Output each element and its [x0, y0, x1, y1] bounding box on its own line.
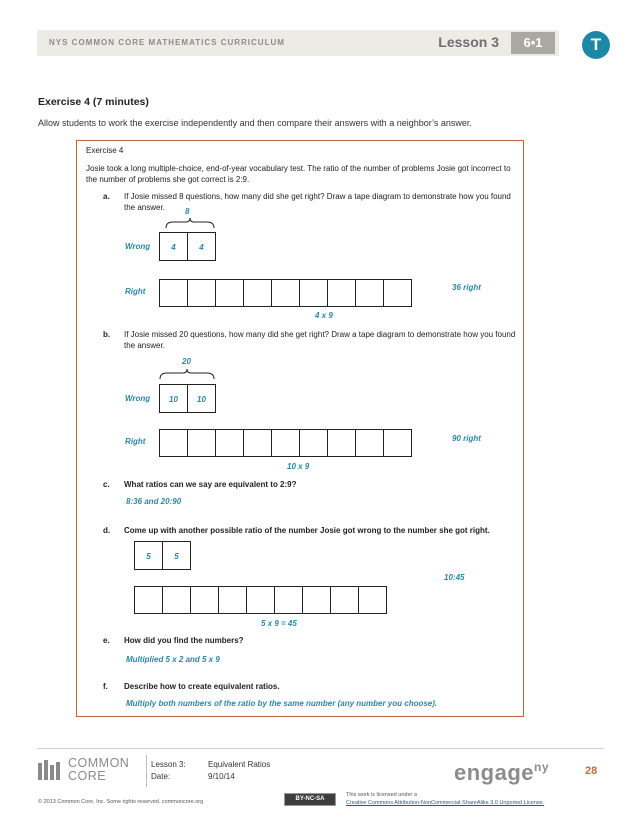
part-d-right-tape-cell: [274, 586, 303, 614]
teacher-badge-icon: T: [582, 31, 610, 59]
part-a-wrong-tape-cell: 4: [159, 232, 188, 261]
part-e-question: How did you find the numbers?: [124, 636, 244, 645]
part-a-right-tape-cell: [327, 279, 356, 307]
part-c-letter: c.: [103, 480, 110, 489]
part-d-right-tape-cell: [302, 586, 331, 614]
part-a-brace: [165, 218, 215, 230]
exercise-prompt-line1: Josie took a long multiple-choice, end-of-year vocabulary test. The ratio of the number of problems Josie got incorrect to: [86, 164, 511, 173]
part-d-wrong-tape-cell: 5: [162, 541, 191, 570]
part-f-letter: f.: [103, 682, 108, 691]
part-b-wrong-tape-cell: 10: [187, 384, 216, 413]
part-d-note: 5 x 9 = 45: [261, 619, 297, 628]
part-a-answer: 36 right: [452, 283, 481, 292]
part-b-right-tape-cell: [159, 429, 188, 457]
header-bar: [37, 30, 559, 56]
license-text: This work is licensed under a: [346, 792, 417, 798]
part-d-question: Come up with another possible ratio of the number Josie got wrong to the number she got right.: [124, 526, 490, 535]
exercise-prompt-line2: the number of problems she got correct is 2:9.: [86, 175, 250, 184]
part-a-right-tape-cell: [299, 279, 328, 307]
part-d-right-tape-cell: [190, 586, 219, 614]
exercise-instructions: Allow students to work the exercise independently and then compare their answers with a neighbor’s answer.: [38, 118, 472, 128]
part-a-right-tape-cell: [159, 279, 188, 307]
part-f-question: Describe how to create equivalent ratios.: [124, 682, 280, 691]
part-e-answer: Multiplied 5 x 2 and 5 x 9: [126, 655, 220, 664]
footer-rule: [37, 748, 604, 749]
part-a-letter: a.: [103, 192, 110, 201]
part-a-wrong-tape-cell: 4: [187, 232, 216, 261]
part-b-right-tape-cell: [243, 429, 272, 457]
part-a-wrong-label: Wrong: [125, 242, 151, 251]
part-d-right-tape-cell: [246, 586, 275, 614]
part-a-brace-value: 8: [185, 207, 190, 216]
part-a-question-line1: If Josie missed 8 questions, how many did she get right? Draw a tape diagram to demonstrate how you found: [124, 192, 511, 201]
part-b-right-tape-cell: [215, 429, 244, 457]
part-b-brace-value: 20: [182, 357, 191, 366]
part-c-answer: 8:36 and 20:90: [126, 497, 182, 506]
footer-lesson-label: Lesson 3:: [151, 760, 186, 769]
lesson-number: Lesson 3: [438, 34, 499, 50]
license-link[interactable]: Creative Commons Attribution-NonCommercial-ShareAlike 3.0 Unported License.: [346, 800, 545, 806]
engageny-logo: engage$^{ny}$: [454, 760, 550, 785]
part-b-right-tape-cell: [187, 429, 216, 457]
part-d-right-tape-cell: [162, 586, 191, 614]
exercise-box: [76, 140, 524, 717]
part-d-wrong-tape-cell: 5: [134, 541, 163, 570]
part-a-note: 4 x 9: [315, 311, 333, 320]
part-b-question-line2: the answer.: [124, 341, 165, 350]
part-b-right-tape-cell: [383, 429, 412, 457]
part-d-right-tape-cell: [218, 586, 247, 614]
creative-commons-badge: BY-NC-SA: [284, 793, 336, 806]
copyright-text: © 2013 Common Core, Inc. Some rights reserved. commoncore.org: [38, 799, 204, 805]
part-a-right-tape-cell: [355, 279, 384, 307]
part-b-right-tape-cell: [327, 429, 356, 457]
part-d-right-tape-cell: [134, 586, 163, 614]
footer-lesson-value: Equivalent Ratios: [208, 760, 271, 769]
part-b-wrong-label: Wrong: [125, 394, 151, 403]
exercise-box-title: Exercise 4: [86, 146, 124, 155]
part-d-answer: 10:45: [444, 573, 465, 582]
part-e-letter: e.: [103, 636, 110, 645]
part-a-question-line2: the answer.: [124, 203, 165, 212]
footer-date-label: Date:: [151, 772, 171, 781]
part-b-brace: [159, 369, 215, 381]
part-a-right-tape-cell: [187, 279, 216, 307]
part-d-letter: d.: [103, 526, 111, 535]
part-a-right-tape-cell: [383, 279, 412, 307]
part-b-letter: b.: [103, 330, 111, 339]
part-b-question-line1: If Josie missed 20 questions, how many did she get right? Draw a tape diagram to demonstrate how you found: [124, 330, 516, 339]
part-f-answer: Multiply both numbers of the ratio by the same number (any number you choose).: [126, 699, 438, 708]
part-c-question: What ratios can we say are equivalent to 2:9?: [124, 480, 297, 489]
part-a-right-tape-cell: [271, 279, 300, 307]
part-d-right-tape-cell: [358, 586, 387, 614]
part-b-right-tape-cell: [271, 429, 300, 457]
page-number: 28: [585, 765, 598, 777]
part-b-answer: 90 right: [452, 434, 481, 443]
part-b-right-tape-cell: [355, 429, 384, 457]
part-a-right-label: Right: [125, 287, 146, 296]
exercise-heading: Exercise 4 (7 minutes): [38, 96, 149, 108]
part-a-right-tape-cell: [215, 279, 244, 307]
part-d-right-tape-cell: [330, 586, 359, 614]
part-b-wrong-tape-cell: 10: [159, 384, 188, 413]
part-b-note: 10 x 9: [287, 462, 310, 471]
grade-module-badge: 6•1: [511, 32, 555, 54]
part-b-right-label: Right: [125, 437, 146, 446]
part-a-right-tape-cell: [243, 279, 272, 307]
footer-date-value: 9/10/14: [208, 772, 235, 781]
curriculum-title: NYS COMMON CORE MATHEMATICS CURRICULUM: [49, 38, 285, 47]
common-core-logo-text: COMMON CORE: [68, 756, 130, 783]
part-b-right-tape-cell: [299, 429, 328, 457]
footer-divider: [146, 755, 147, 787]
common-core-logo-icon: [38, 760, 64, 780]
